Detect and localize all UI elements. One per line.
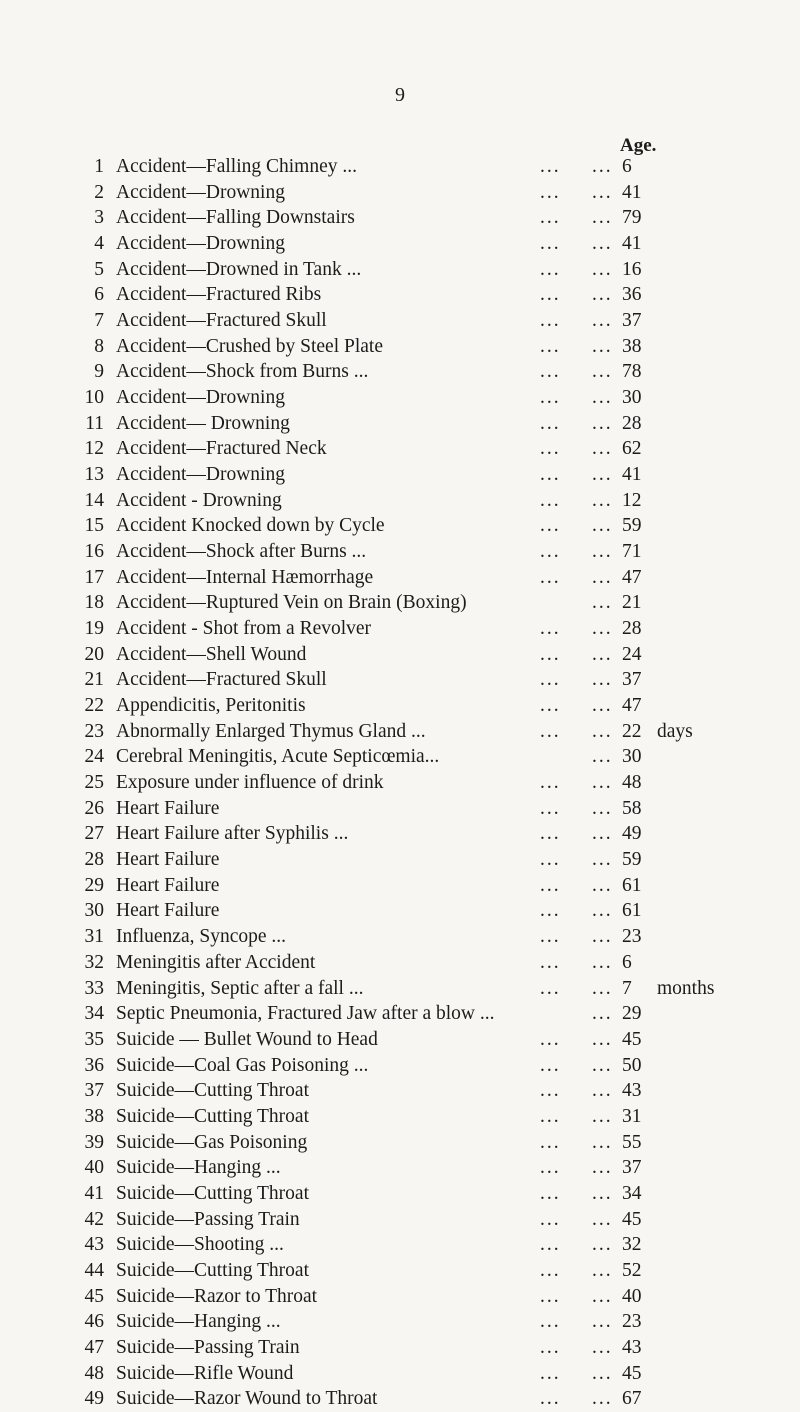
leader-dots: ...	[540, 438, 561, 460]
leader-dots: ...	[540, 1182, 561, 1204]
case-number: 12	[84, 438, 104, 460]
age-value: 43	[622, 1336, 642, 1358]
case-number: 43	[84, 1234, 104, 1256]
table-row	[0, 334, 800, 360]
age-value: 45	[622, 1208, 642, 1230]
table-row	[0, 898, 800, 924]
case-number: 13	[84, 464, 104, 486]
case-number: 29	[84, 874, 104, 896]
leader-dots: ...	[592, 361, 613, 383]
age-value: 55	[622, 1131, 642, 1153]
age-value: 59	[622, 849, 642, 871]
cause-of-death: Septic Pneumonia, Fractured Jaw after a blow ...	[116, 1003, 495, 1025]
age-value: 7	[622, 977, 632, 999]
leader-dots: ...	[540, 643, 561, 665]
leader-dots: ...	[540, 772, 561, 794]
leader-dots: ...	[592, 489, 613, 511]
leader-dots: ...	[540, 1028, 561, 1050]
case-number: 27	[84, 823, 104, 845]
leader-dots: ...	[592, 464, 613, 486]
case-number: 15	[84, 515, 104, 537]
age-value: 6	[622, 156, 632, 177]
case-number: 7	[94, 310, 104, 332]
case-number: 49	[84, 1388, 104, 1410]
leader-dots: ...	[592, 926, 613, 948]
table-row	[0, 1361, 800, 1387]
cause-of-death: Accident—Drowning	[116, 233, 285, 255]
leader-dots: ...	[540, 566, 561, 588]
age-value: 67	[622, 1388, 642, 1410]
leader-dots: ...	[540, 541, 561, 563]
cause-of-death: Suicide—Cutting Throat	[116, 1080, 310, 1102]
leader-dots: ...	[592, 335, 613, 357]
case-number: 9	[94, 361, 104, 383]
table-row	[0, 950, 800, 976]
cause-of-death: Accident—Fractured Neck	[116, 438, 327, 460]
leader-dots: ...	[540, 1311, 561, 1333]
table-row	[0, 539, 800, 565]
age-value: 37	[622, 310, 642, 332]
cause-of-death: Suicide—Cutting Throat	[116, 1259, 310, 1281]
leader-dots: ...	[540, 156, 561, 177]
case-number: 44	[84, 1259, 104, 1281]
leader-dots: ...	[592, 207, 613, 229]
cause-of-death: Accident—Drowning	[116, 387, 285, 409]
cause-of-death: Suicide—Coal Gas Poisoning ...	[116, 1054, 369, 1076]
age-value: 36	[622, 284, 642, 306]
cause-of-death: Heart Failure	[116, 900, 220, 922]
age-value: 29	[622, 1003, 642, 1025]
age-value: 62	[622, 438, 642, 460]
case-number: 21	[84, 669, 104, 691]
leader-dots: ...	[540, 310, 561, 332]
age-value: 6	[622, 951, 632, 973]
leader-dots: ...	[592, 797, 613, 819]
case-number: 41	[84, 1182, 104, 1204]
leader-dots: ...	[592, 1131, 613, 1153]
age-value: 32	[622, 1234, 642, 1256]
table-row	[0, 1027, 800, 1053]
case-number: 16	[84, 541, 104, 563]
table-row	[0, 1386, 800, 1412]
case-number: 17	[84, 566, 104, 588]
case-number: 35	[84, 1028, 104, 1050]
leader-dots: ...	[540, 1208, 561, 1230]
leader-dots: ...	[592, 977, 613, 999]
cause-of-death: Accident - Shot from a Revolver	[116, 618, 372, 640]
age-value: 48	[622, 772, 642, 794]
case-number: 28	[84, 849, 104, 871]
cause-of-death: Accident—Falling Chimney ...	[116, 156, 358, 177]
leader-dots: ...	[592, 1208, 613, 1230]
cause-of-death: Accident—Drowning	[116, 181, 285, 203]
case-number: 24	[84, 746, 104, 768]
leader-dots: ...	[592, 387, 613, 409]
leader-dots: ...	[540, 977, 561, 999]
leader-dots: ...	[540, 515, 561, 537]
cause-of-death: Accident—Ruptured Vein on Brain (Boxing)	[116, 592, 467, 614]
age-value: 28	[622, 618, 642, 640]
table-row	[0, 1309, 800, 1335]
leader-dots: ...	[540, 412, 561, 434]
cause-of-death: Accident—Fractured Skull	[116, 310, 327, 332]
cause-of-death: Suicide—Shooting ...	[116, 1234, 284, 1256]
age-value: 61	[622, 874, 642, 896]
table-row	[0, 924, 800, 950]
leader-dots: ...	[592, 1028, 613, 1050]
table-row	[0, 1001, 800, 1027]
table-row	[0, 180, 800, 206]
leader-dots: ...	[592, 1105, 613, 1127]
table-row	[0, 642, 800, 668]
cause-of-death: Suicide—Cutting Throat	[116, 1182, 310, 1204]
table-row	[0, 1155, 800, 1181]
case-number: 31	[84, 926, 104, 948]
case-number: 11	[85, 412, 104, 434]
leader-dots: ...	[540, 618, 561, 640]
case-number: 32	[84, 951, 104, 973]
cause-of-death: Suicide—Passing Train	[116, 1208, 300, 1230]
cause-of-death: Heart Failure	[116, 849, 220, 871]
age-value: 16	[622, 258, 642, 280]
cause-of-death: Abnormally Enlarged Thymus Gland ...	[116, 720, 426, 742]
table-row	[0, 565, 800, 591]
leader-dots: ...	[592, 1362, 613, 1384]
table-row	[0, 976, 800, 1002]
table-row	[0, 873, 800, 899]
case-number: 25	[84, 772, 104, 794]
cause-of-death: Heart Failure after Syphilis ...	[116, 823, 349, 845]
table-row	[0, 154, 800, 180]
age-value: 49	[622, 823, 642, 845]
case-number: 45	[84, 1285, 104, 1307]
leader-dots: ...	[540, 823, 561, 845]
cause-of-death: Suicide—Rifle Wound	[116, 1362, 294, 1384]
cause-of-death: Suicide — Bullet Wound to Head	[116, 1028, 378, 1050]
table-row	[0, 616, 800, 642]
leader-dots: ...	[592, 1259, 613, 1281]
leader-dots: ...	[592, 1311, 613, 1333]
table-row	[0, 411, 800, 437]
cause-of-death: Suicide—Cutting Throat	[116, 1105, 310, 1127]
case-number: 30	[84, 900, 104, 922]
table-row	[0, 590, 800, 616]
case-number: 38	[84, 1105, 104, 1127]
cause-of-death: Suicide—Passing Train	[116, 1336, 300, 1358]
case-number: 1	[94, 156, 104, 177]
case-number: 8	[94, 335, 104, 357]
leader-dots: ...	[540, 1285, 561, 1307]
cause-of-death: Accident— Drowning	[116, 412, 290, 434]
leader-dots: ...	[592, 592, 613, 614]
cause-of-death: Meningitis after Accident	[116, 951, 316, 973]
case-number: 10	[84, 387, 104, 409]
leader-dots: ...	[592, 823, 613, 845]
cause-of-death: Accident—Fractured Ribs	[116, 284, 322, 306]
table-row	[0, 1181, 800, 1207]
cause-of-death: Suicide—Razor Wound to Throat	[116, 1388, 378, 1410]
cause-of-death: Suicide—Razor to Throat	[116, 1285, 318, 1307]
leader-dots: ...	[592, 1080, 613, 1102]
cause-of-death: Accident Knocked down by Cycle	[116, 515, 385, 537]
leader-dots: ...	[592, 849, 613, 871]
table-row	[0, 436, 800, 462]
cause-of-death: Accident—Drowned in Tank ...	[116, 258, 362, 280]
leader-dots: ...	[592, 156, 613, 177]
case-number: 36	[84, 1054, 104, 1076]
leader-dots: ...	[592, 1157, 613, 1179]
case-number: 4	[94, 233, 104, 255]
case-number: 22	[84, 695, 104, 717]
table-row	[0, 1104, 800, 1130]
age-value: 37	[622, 1157, 642, 1179]
age-unit: days	[657, 720, 693, 742]
age-value: 22	[622, 720, 642, 742]
leader-dots: ...	[592, 515, 613, 537]
leader-dots: ...	[540, 1362, 561, 1384]
table-row	[0, 770, 800, 796]
table-row	[0, 744, 800, 770]
cause-of-death: Suicide—Hanging ...	[116, 1311, 281, 1333]
table-row	[0, 667, 800, 693]
case-number: 39	[84, 1131, 104, 1153]
case-number: 46	[84, 1311, 104, 1333]
leader-dots: ...	[540, 900, 561, 922]
age-value: 58	[622, 797, 642, 819]
case-number: 20	[84, 643, 104, 665]
table-row	[0, 1258, 800, 1284]
age-value: 47	[622, 695, 642, 717]
age-value: 21	[622, 592, 642, 614]
cause-of-death: Suicide—Hanging ...	[116, 1157, 281, 1179]
cause-of-death: Suicide—Gas Poisoning	[116, 1131, 308, 1153]
age-value: 41	[622, 233, 642, 255]
leader-dots: ...	[540, 181, 561, 203]
age-value: 61	[622, 900, 642, 922]
leader-dots: ...	[592, 1003, 613, 1025]
age-value: 45	[622, 1362, 642, 1384]
leader-dots: ...	[592, 438, 613, 460]
age-value: 52	[622, 1259, 642, 1281]
leader-dots: ...	[540, 720, 561, 742]
table-row	[0, 231, 800, 257]
leader-dots: ...	[592, 233, 613, 255]
age-column-header: Age.	[620, 135, 657, 156]
leader-dots: ...	[592, 412, 613, 434]
age-value: 50	[622, 1054, 642, 1076]
cause-of-death: Meningitis, Septic after a fall ...	[116, 977, 364, 999]
age-value: 78	[622, 361, 642, 383]
table-row	[0, 693, 800, 719]
table-row	[0, 1078, 800, 1104]
age-unit: months	[657, 977, 715, 999]
cause-of-death: Influenza, Syncope ...	[116, 926, 287, 948]
leader-dots: ...	[540, 1105, 561, 1127]
leader-dots: ...	[592, 720, 613, 742]
table-row	[0, 385, 800, 411]
leader-dots: ...	[540, 797, 561, 819]
age-value: 38	[622, 335, 642, 357]
table-row	[0, 719, 800, 745]
age-value: 23	[622, 926, 642, 948]
case-number: 33	[84, 977, 104, 999]
leader-dots: ...	[592, 900, 613, 922]
cause-of-death: Accident—Drowning	[116, 464, 285, 486]
leader-dots: ...	[592, 1182, 613, 1204]
leader-dots: ...	[592, 695, 613, 717]
age-value: 30	[622, 387, 642, 409]
case-number: 47	[84, 1336, 104, 1358]
leader-dots: ...	[592, 643, 613, 665]
age-value: 45	[622, 1028, 642, 1050]
leader-dots: ...	[540, 207, 561, 229]
table-row	[0, 205, 800, 231]
leader-dots: ...	[592, 566, 613, 588]
page-number: 9	[395, 84, 405, 106]
table-row	[0, 796, 800, 822]
table-row	[0, 359, 800, 385]
leader-dots: ...	[540, 1234, 561, 1256]
leader-dots: ...	[540, 335, 561, 357]
case-number: 37	[84, 1080, 104, 1102]
cause-of-death: Accident—Shock after Burns ...	[116, 541, 367, 563]
age-value: 43	[622, 1080, 642, 1102]
table-row	[0, 488, 800, 514]
case-number: 48	[84, 1362, 104, 1384]
cause-of-death: Accident—Fractured Skull	[116, 669, 327, 691]
leader-dots: ...	[540, 1157, 561, 1179]
leader-dots: ...	[540, 951, 561, 973]
leader-dots: ...	[540, 1054, 561, 1076]
age-value: 31	[622, 1105, 642, 1127]
leader-dots: ...	[540, 464, 561, 486]
cause-of-death: Accident—Crushed by Steel Plate	[116, 335, 383, 357]
leader-dots: ...	[592, 310, 613, 332]
case-number: 34	[84, 1003, 104, 1025]
age-value: 59	[622, 515, 642, 537]
table-row	[0, 462, 800, 488]
leader-dots: ...	[592, 874, 613, 896]
table-row	[0, 1284, 800, 1310]
leader-dots: ...	[540, 695, 561, 717]
leader-dots: ...	[540, 849, 561, 871]
cause-of-death: Accident—Shell Wound	[116, 643, 307, 665]
leader-dots: ...	[540, 361, 561, 383]
leader-dots: ...	[540, 233, 561, 255]
age-value: 37	[622, 669, 642, 691]
leader-dots: ...	[592, 258, 613, 280]
cause-of-death: Heart Failure	[116, 874, 220, 896]
leader-dots: ...	[592, 1054, 613, 1076]
leader-dots: ...	[592, 951, 613, 973]
case-number: 3	[94, 207, 104, 229]
age-value: 24	[622, 643, 642, 665]
cause-of-death: Cerebral Meningitis, Acute Septicœmia...	[116, 746, 440, 768]
leader-dots: ...	[540, 387, 561, 409]
age-value: 41	[622, 464, 642, 486]
leader-dots: ...	[592, 746, 613, 768]
age-value: 47	[622, 566, 642, 588]
leader-dots: ...	[540, 1131, 561, 1153]
table-row	[0, 282, 800, 308]
table-row	[0, 1232, 800, 1258]
leader-dots: ...	[540, 258, 561, 280]
cause-of-death: Accident—Internal Hæmorrhage	[116, 566, 374, 588]
leader-dots: ...	[592, 1336, 613, 1358]
age-value: 28	[622, 412, 642, 434]
death-register-list	[0, 154, 800, 1412]
case-number: 6	[94, 284, 104, 306]
cause-of-death: Accident—Shock from Burns ...	[116, 361, 369, 383]
leader-dots: ...	[592, 1285, 613, 1307]
leader-dots: ...	[592, 1388, 613, 1410]
case-number: 18	[84, 592, 104, 614]
table-row	[0, 1335, 800, 1361]
case-number: 42	[84, 1208, 104, 1230]
table-row	[0, 1130, 800, 1156]
case-number: 19	[84, 618, 104, 640]
leader-dots: ...	[540, 1388, 561, 1410]
cause-of-death: Accident—Falling Downstairs	[116, 207, 355, 229]
age-value: 30	[622, 746, 642, 768]
table-row	[0, 821, 800, 847]
cause-of-death: Accident - Drowning	[116, 489, 282, 511]
age-value: 71	[622, 541, 642, 563]
leader-dots: ...	[540, 926, 561, 948]
table-row	[0, 513, 800, 539]
leader-dots: ...	[592, 772, 613, 794]
table-row	[0, 1053, 800, 1079]
leader-dots: ...	[540, 669, 561, 691]
age-value: 40	[622, 1285, 642, 1307]
leader-dots: ...	[540, 284, 561, 306]
leader-dots: ...	[592, 284, 613, 306]
age-value: 12	[622, 489, 642, 511]
age-value: 34	[622, 1182, 642, 1204]
leader-dots: ...	[540, 1080, 561, 1102]
leader-dots: ...	[592, 1234, 613, 1256]
case-number: 2	[94, 181, 104, 203]
cause-of-death: Exposure under influence of drink	[116, 772, 384, 794]
case-number: 23	[84, 720, 104, 742]
case-number: 40	[84, 1157, 104, 1179]
table-row	[0, 308, 800, 334]
leader-dots: ...	[592, 669, 613, 691]
age-value: 41	[622, 181, 642, 203]
table-row	[0, 1207, 800, 1233]
age-value: 23	[622, 1311, 642, 1333]
table-row	[0, 257, 800, 283]
leader-dots: ...	[540, 489, 561, 511]
leader-dots: ...	[592, 618, 613, 640]
case-number: 26	[84, 797, 104, 819]
leader-dots: ...	[592, 541, 613, 563]
leader-dots: ...	[540, 1336, 561, 1358]
cause-of-death: Heart Failure	[116, 797, 220, 819]
cause-of-death: Appendicitis, Peritonitis	[116, 695, 306, 717]
leader-dots: ...	[540, 1259, 561, 1281]
leader-dots: ...	[540, 874, 561, 896]
table-row	[0, 847, 800, 873]
case-number: 14	[84, 489, 104, 511]
leader-dots: ...	[592, 181, 613, 203]
age-value: 79	[622, 207, 642, 229]
case-number: 5	[94, 258, 104, 280]
